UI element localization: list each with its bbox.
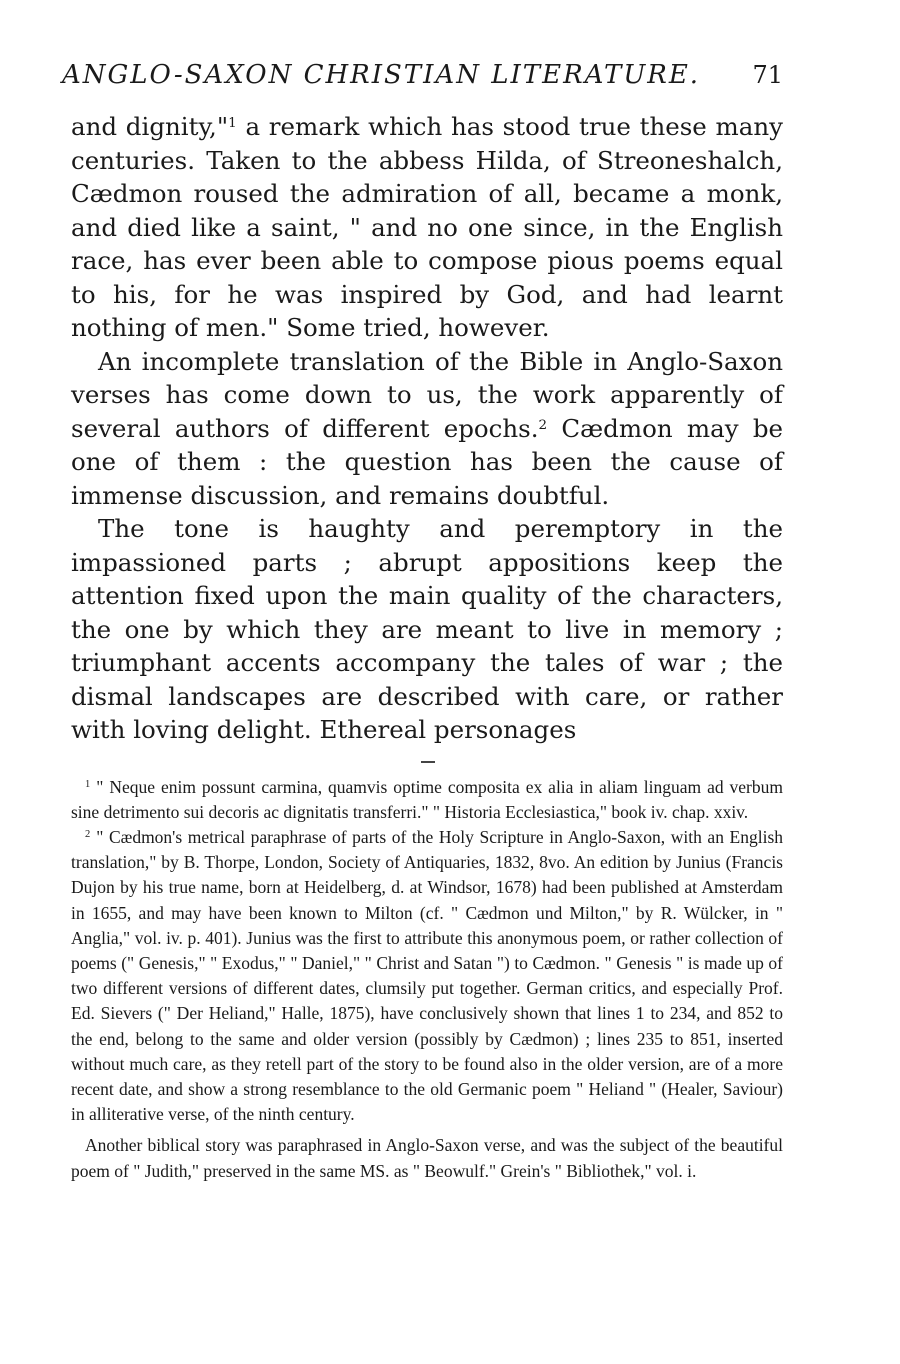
body-text <box>71 110 783 747</box>
paragraph: The tone is haughty and peremptory in the impassioned parts ; abrupt appositions keep the attention fixed upon the main quality of the characters, the one by which they are meant to live in memory ; triumphant accents accompany the tales of war ; the dismal landscapes are described with care, or rather with loving delight. Ethereal personages <box>71 514 783 744</box>
paragraph-text: a remark which has stood true these many centuries. Taken to the abbess Hilda, of Streoneshalch, Cædmon roused the admiration of all, became a monk, and died like a saint, " and no one since, in the English race, has ever been able to compose pious poems equal to his, for he was inspired by God, and had learnt nothing of men." Some tried, however. <box>71 112 783 342</box>
paragraph <box>71 345 783 513</box>
running-head-title: ANGLO-SAXON CHRISTIAN LITERATURE. <box>62 60 701 90</box>
footnote <box>71 825 783 1127</box>
footnote-marker: 2 <box>85 829 91 841</box>
footnote-marker: 1 <box>85 778 91 790</box>
footnote-divider <box>421 761 435 763</box>
paragraph-text: An incomplete translation of the Bible in Anglo-Saxon verses has come down to us, the work apparently of several authors of different epochs. <box>71 346 783 443</box>
footnote-reference: 2 <box>538 416 548 433</box>
footnote-text: " Cædmon's metrical paraphrase of parts of the Holy Scripture in Anglo-Saxon, with an English translation," by B. Thorpe, London, Society of Antiquaries, 1832, 8vo. An edition by Junius (Francis Dujon by his true name, born at Heidelberg, d. at Windsor, 1678) had been published at Amsterdam in 1655, and may have been known to Milton (cf. " Cædmon und Milton," by R. Wülcker, in " Anglia," vol. iv. p. 401). Junius was the first to attribute this anonymous poem, or rather collection of poems (" Genesis," " Exodus," " Daniel," " Christ and Satan ") to Cædmon. " Genesis " is made up of two different versions of different dates, clumsily put together. German critics, and especially Prof. Ed. Sievers (" Der Heliand," Halle, 1875), have conclusively shown that lines 1 to 234, and 852 to the end, belong to the same and older version (possibly by Cædmon) ; lines 235 to 851, inserted without much care, as they retell part of the story to be found also in the older version, are of a more recent date, and show a strong resemblance to the old Germanic poem " Heliand " (Healer, Saviour) in alliterative verse, of the ninth century. <box>71 826 783 1125</box>
running-head <box>62 60 783 90</box>
page <box>62 60 783 1184</box>
paragraph <box>71 110 783 345</box>
footnotes <box>71 775 783 1184</box>
footnote <box>71 775 783 825</box>
paragraph-text: Cædmon may be one of them : the question has been the cause of immense discussion, and remains doubtful. <box>71 413 783 510</box>
page-number: 71 <box>752 61 783 89</box>
paragraph-text: and dignity," <box>71 112 229 141</box>
footnote-reference: 1 <box>228 114 237 131</box>
footnote-continuation: Another biblical story was paraphrased in Anglo-Saxon verse, and was the subject of the beautiful poem of " Judith," preserved in the same MS. as " Beowulf." Grein's " Bibliothek," vol. i. <box>71 1135 783 1181</box>
footnote-text: " Neque enim possunt carmina, quamvis optime composita ex alia in aliam linguam ad verbum sine detrimento sui decoris ac dignitatis transferri." " Historia Ecclesiastica," book iv. chap. xxiv. <box>71 776 783 822</box>
